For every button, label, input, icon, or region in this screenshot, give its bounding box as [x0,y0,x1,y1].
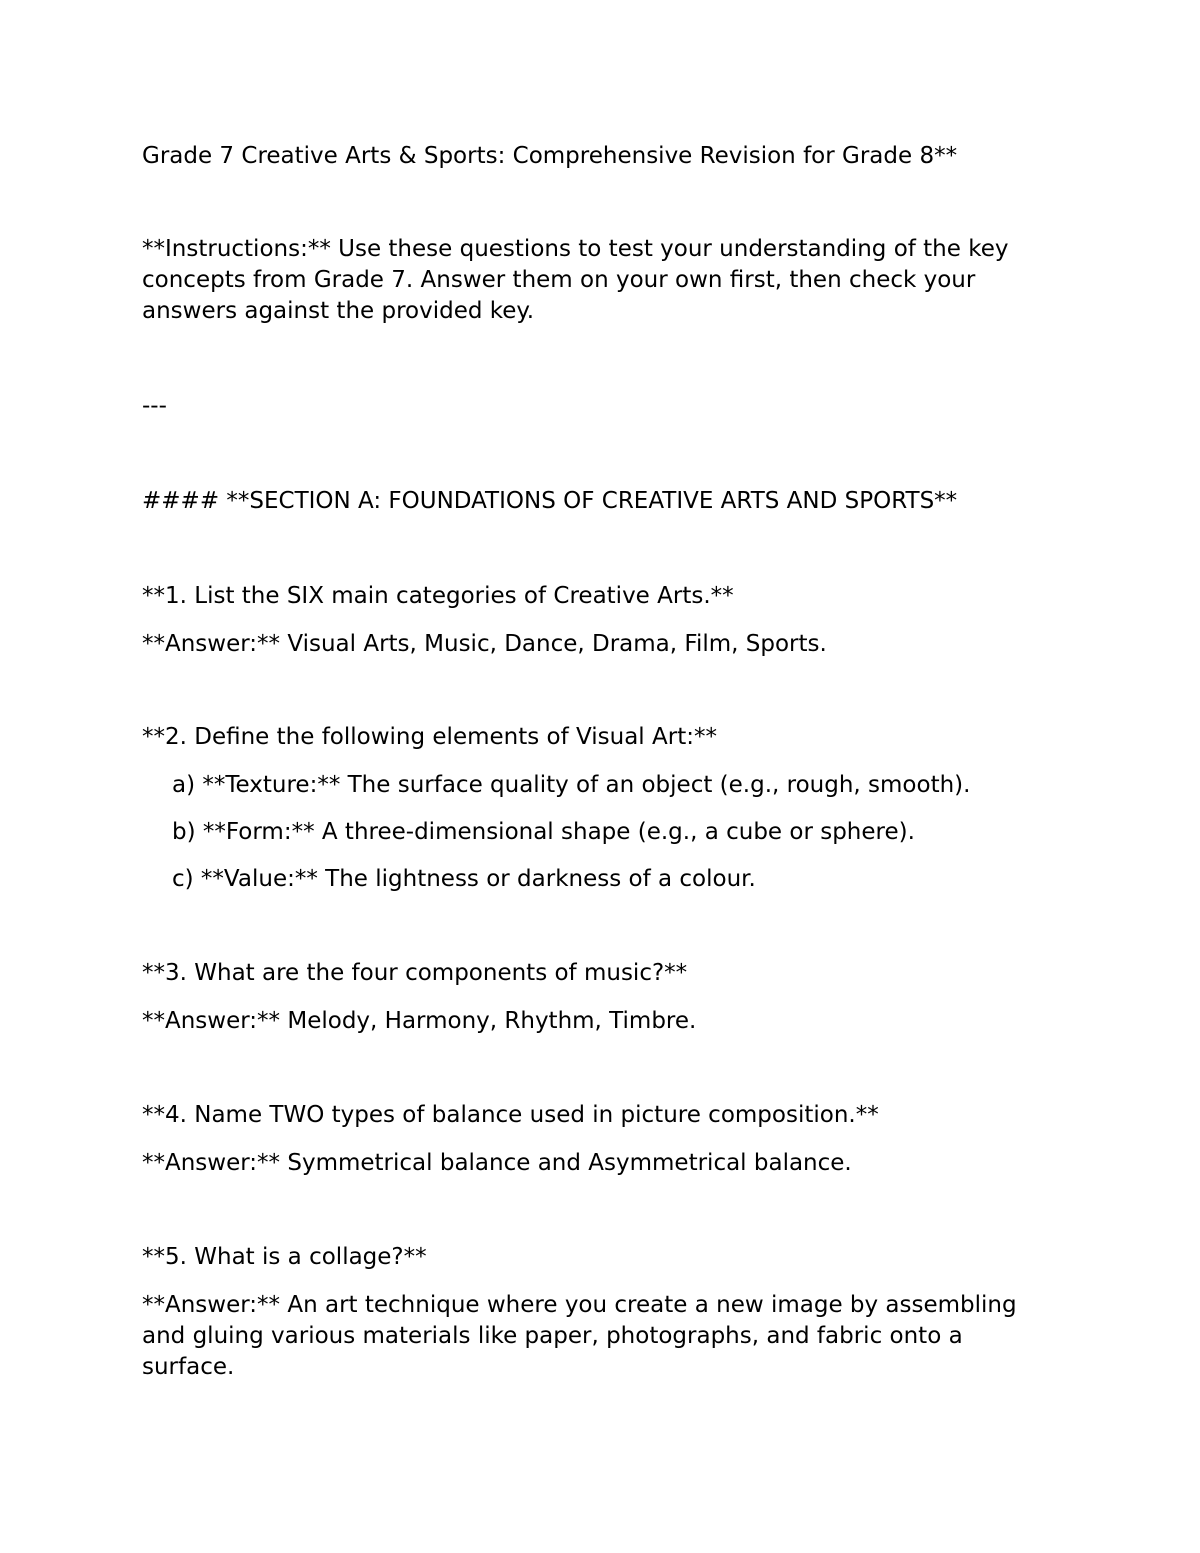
answer-5: **Answer:** An art technique where you create a new image by assembling and gluing various materials like paper, photographs, and fabric onto a surface. [142,1292,1017,1380]
divider-line: --- [142,393,167,419]
question-2: **2. Define the following elements of Visual Art:** [142,724,717,750]
answer-1: **Answer:** Visual Arts, Music, Dance, Drama, Film, Sports. [142,631,827,657]
question-2-item-b: b) **Form:** A three-dimensional shape (e.g., a cube or sphere). [172,819,915,845]
section-heading: #### **SECTION A: FOUNDATIONS OF CREATIVE ARTS AND SPORTS** [142,488,958,514]
answer-3: **Answer:** Melody, Harmony, Rhythm, Timbre. [142,1008,697,1034]
document-title: Grade 7 Creative Arts & Sports: Comprehensive Revision for Grade 8** [142,143,958,169]
instructions-paragraph: **Instructions:** Use these questions to test your understanding of the key concepts from Grade 7. Answer them on your own first, then check your answers against the provided key. [142,236,1009,324]
answer-4: **Answer:** Symmetrical balance and Asymmetrical balance. [142,1150,852,1176]
question-3: **3. What are the four components of music?** [142,960,688,986]
question-5: **5. What is a collage?** [142,1244,427,1270]
question-4: **4. Name TWO types of balance used in picture composition.** [142,1102,879,1128]
question-1: **1. List the SIX main categories of Creative Arts.** [142,583,734,609]
question-2-item-a: a) **Texture:** The surface quality of an object (e.g., rough, smooth). [172,772,971,798]
question-2-item-c: c) **Value:** The lightness or darkness of a colour. [172,866,756,892]
